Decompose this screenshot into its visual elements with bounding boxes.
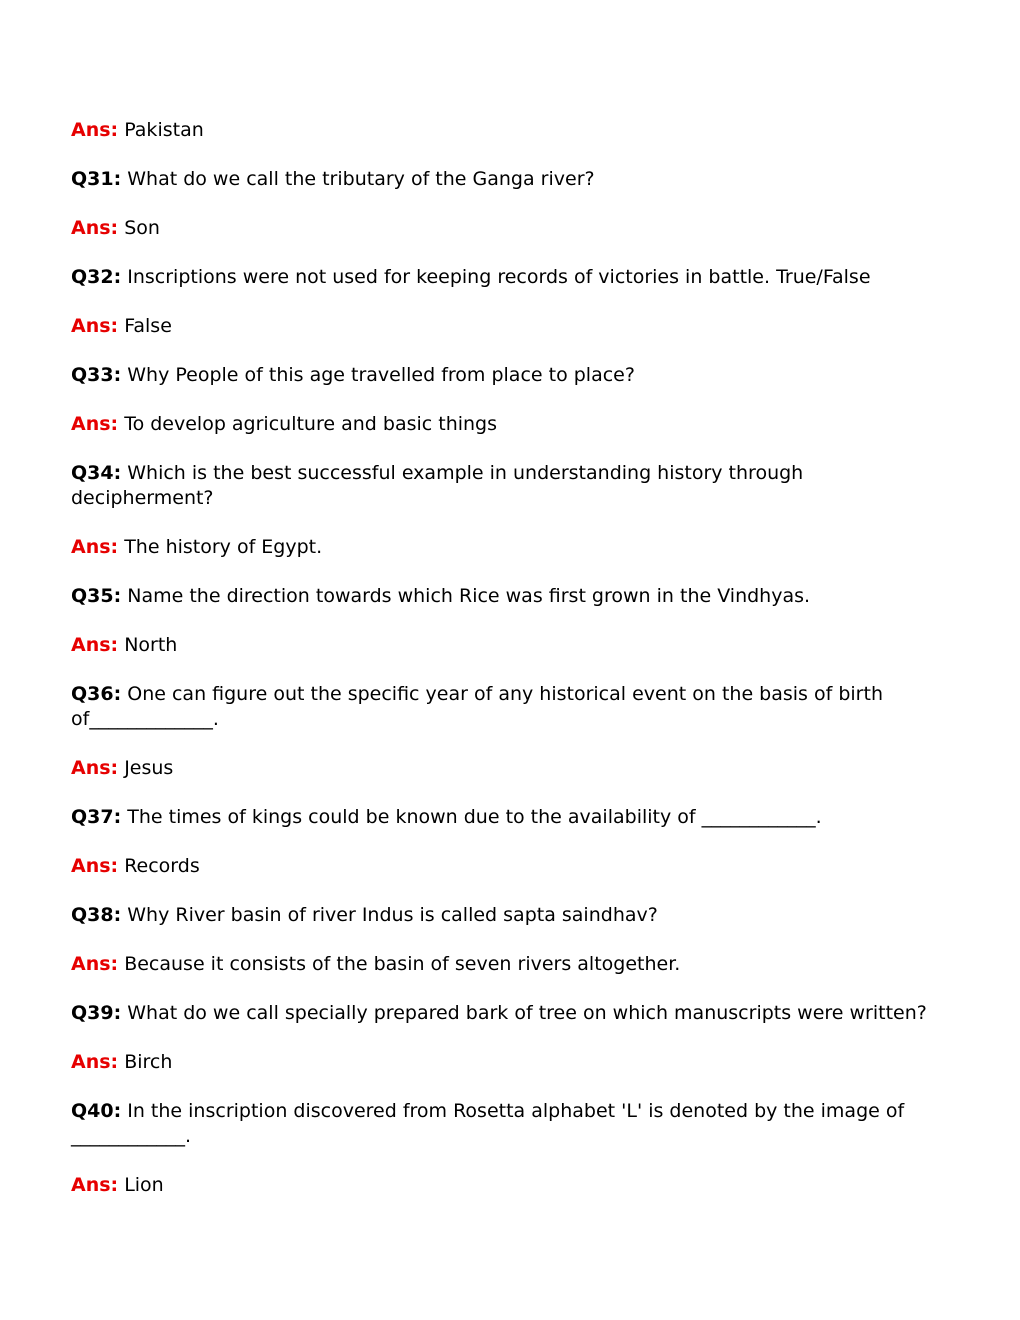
answer-text: Records: [124, 855, 200, 877]
question-text: Why People of this age travelled from place to place?: [127, 364, 635, 386]
answer-label: Ans:: [71, 536, 119, 558]
question-text: Why River basin of river Indus is called sapta saindhav?: [127, 904, 658, 926]
answer-item: [71, 633, 941, 658]
question-label: Q33:: [71, 364, 122, 386]
question-label: Q37:: [71, 806, 122, 828]
question-item: [71, 363, 941, 388]
answer-text: Birch: [124, 1051, 173, 1073]
question-text: In the inscription discovered from Rosetta alphabet 'L' is denoted by the image of ____________.: [71, 1100, 905, 1147]
question-text: What do we call specially prepared bark of tree on which manuscripts were written?: [127, 1002, 927, 1024]
question-label: Q32:: [71, 266, 122, 288]
question-text: Which is the best successful example in understanding history through decipherment?: [71, 462, 804, 509]
question-item: [71, 805, 941, 830]
answer-item: [71, 854, 941, 879]
answer-text: To develop agriculture and basic things: [124, 413, 498, 435]
question-text: What do we call the tributary of the Ganga river?: [127, 168, 595, 190]
question-label: Q40:: [71, 1100, 122, 1122]
question-text: One can figure out the specific year of any historical event on the basis of birth of_____________.: [71, 683, 883, 730]
answer-item: [71, 1173, 941, 1198]
question-item: [71, 903, 941, 928]
answer-text: Lion: [124, 1174, 164, 1196]
answer-label: Ans:: [71, 315, 119, 337]
answer-label: Ans:: [71, 1051, 119, 1073]
answer-text: North: [124, 634, 178, 656]
answer-text: Jesus: [124, 757, 174, 779]
question-label: Q31:: [71, 168, 122, 190]
answer-item: [71, 535, 941, 560]
question-item: [71, 265, 941, 290]
question-item: [71, 167, 941, 192]
answer-label: Ans:: [71, 953, 119, 975]
answer-item: [71, 412, 941, 437]
answer-label: Ans:: [71, 119, 119, 141]
question-item: [71, 1099, 941, 1149]
question-text: Inscriptions were not used for keeping records of victories in battle. True/False: [127, 266, 871, 288]
answer-label: Ans:: [71, 1174, 119, 1196]
answer-label: Ans:: [71, 634, 119, 656]
answer-item: [71, 952, 941, 977]
question-text: Name the direction towards which Rice was first grown in the Vindhyas.: [127, 585, 811, 607]
document-page: [71, 118, 941, 1222]
answer-text: Son: [124, 217, 160, 239]
answer-item: [71, 216, 941, 241]
question-label: Q36:: [71, 683, 122, 705]
question-label: Q39:: [71, 1002, 122, 1024]
question-label: Q34:: [71, 462, 122, 484]
answer-item: [71, 1050, 941, 1075]
answer-label: Ans:: [71, 757, 119, 779]
question-item: [71, 584, 941, 609]
answer-item: [71, 314, 941, 339]
answer-item: [71, 756, 941, 781]
question-label: Q35:: [71, 585, 122, 607]
question-text: The times of kings could be known due to the availability of ____________.: [127, 806, 822, 828]
answer-text: Pakistan: [124, 119, 204, 141]
answer-item: [71, 118, 941, 143]
question-label: Q38:: [71, 904, 122, 926]
answer-text: Because it consists of the basin of seven rivers altogether.: [124, 953, 681, 975]
answer-label: Ans:: [71, 217, 119, 239]
answer-text: False: [124, 315, 172, 337]
answer-label: Ans:: [71, 413, 119, 435]
answer-text: The history of Egypt.: [124, 536, 323, 558]
question-item: [71, 461, 941, 511]
answer-label: Ans:: [71, 855, 119, 877]
question-item: [71, 1001, 941, 1026]
question-item: [71, 682, 941, 732]
